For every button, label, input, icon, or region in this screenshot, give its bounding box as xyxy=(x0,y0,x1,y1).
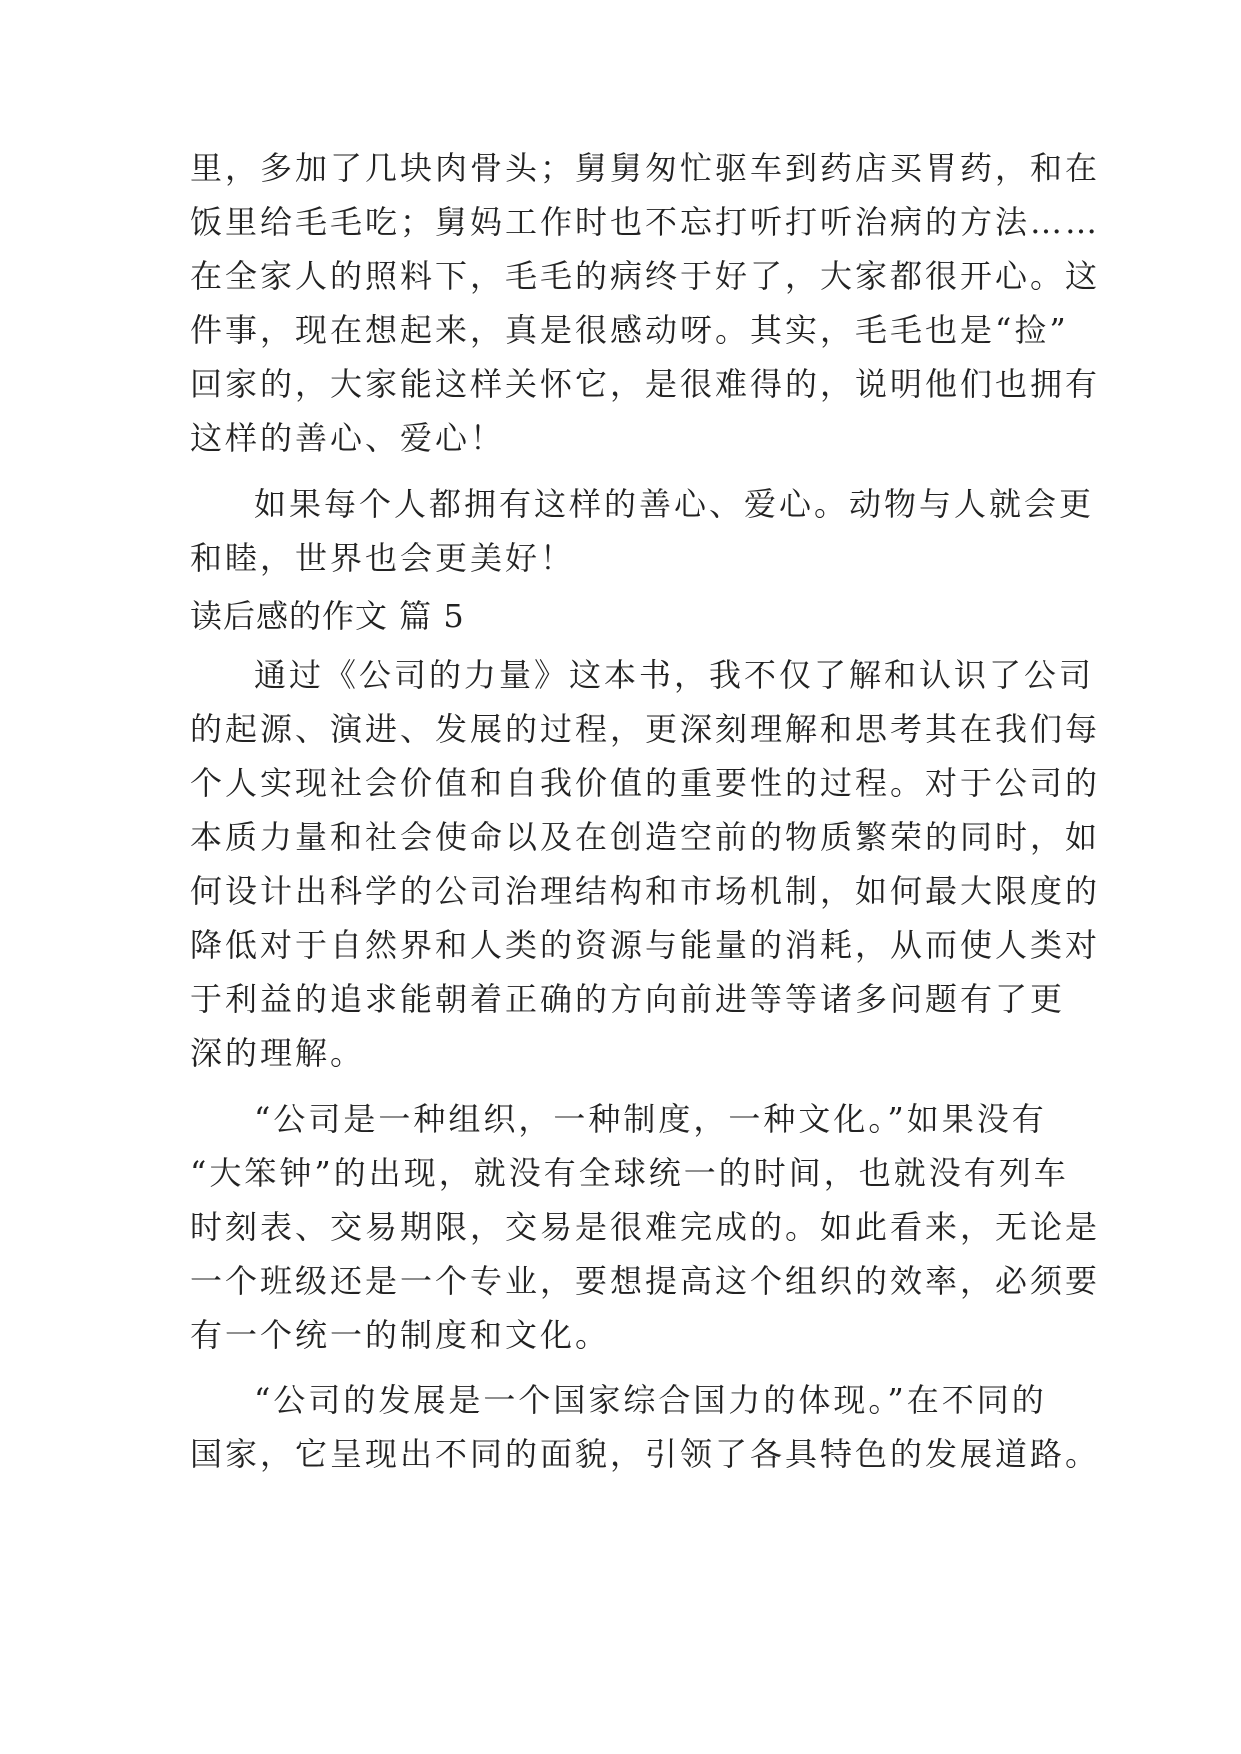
text-line: 国家，它呈现出不同的面貌，引领了各具特色的发展道路。 xyxy=(190,1435,1101,1473)
text-line: 的起源、演进、发展的过程，更深刻理解和思考其在我们每 xyxy=(190,710,1101,748)
text-line: 这样的善心、爱心！ xyxy=(190,419,506,457)
text-line: “公司的发展是一个国家综合国力的体现。”在不同的 xyxy=(254,1381,1047,1419)
text-line: 个人实现社会价值和自我价值的重要性的过程。对于公司的 xyxy=(190,764,1101,802)
text-line: “公司是一种组织，一种制度，一种文化。”如果没有 xyxy=(254,1100,1047,1138)
text-line: 何设计出科学的公司治理结构和市场机制，如何最大限度的 xyxy=(190,872,1101,910)
text-line: 和睦，世界也会更美好！ xyxy=(190,539,576,577)
text-line: 在全家人的照料下，毛毛的病终于好了，大家都很开心。这 xyxy=(190,257,1101,295)
text-line: “大笨钟”的出现，就没有全球统一的时间，也就没有列车 xyxy=(190,1154,1069,1192)
text-line: 于利益的追求能朝着正确的方向前进等等诸多问题有了更 xyxy=(190,980,1066,1018)
section-heading: 读后感的作文 篇 5 xyxy=(190,597,465,635)
text-line: 降低对于自然界和人类的资源与能量的消耗，从而使人类对 xyxy=(190,926,1101,964)
text-line: 深的理解。 xyxy=(190,1034,366,1072)
text-line: 饭里给毛毛吃；舅妈工作时也不忘打听打听治病的方法…… xyxy=(190,203,1101,241)
text-line: 里，多加了几块肉骨头；舅舅匆忙驱车到药店买胃药，和在 xyxy=(190,149,1101,187)
text-line: 件事，现在想起来，真是很感动呀。其实，毛毛也是“捡” xyxy=(190,311,1069,349)
text-line: 本质力量和社会使命以及在创造空前的物质繁荣的同时，如 xyxy=(190,818,1101,856)
text-line: 一个班级还是一个专业，要想提高这个组织的效率，必须要 xyxy=(190,1262,1101,1300)
text-line: 时刻表、交易期限，交易是很难完成的。如此看来，无论是 xyxy=(190,1208,1101,1246)
text-line: 如果每个人都拥有这样的善心、爱心。动物与人就会更 xyxy=(254,485,1095,523)
text-line: 有一个统一的制度和文化。 xyxy=(190,1316,611,1354)
text-line: 通过《公司的力量》这本书，我不仅了解和认识了公司 xyxy=(254,656,1095,694)
text-line: 回家的，大家能这样关怀它，是很难得的，说明他们也拥有 xyxy=(190,365,1101,403)
